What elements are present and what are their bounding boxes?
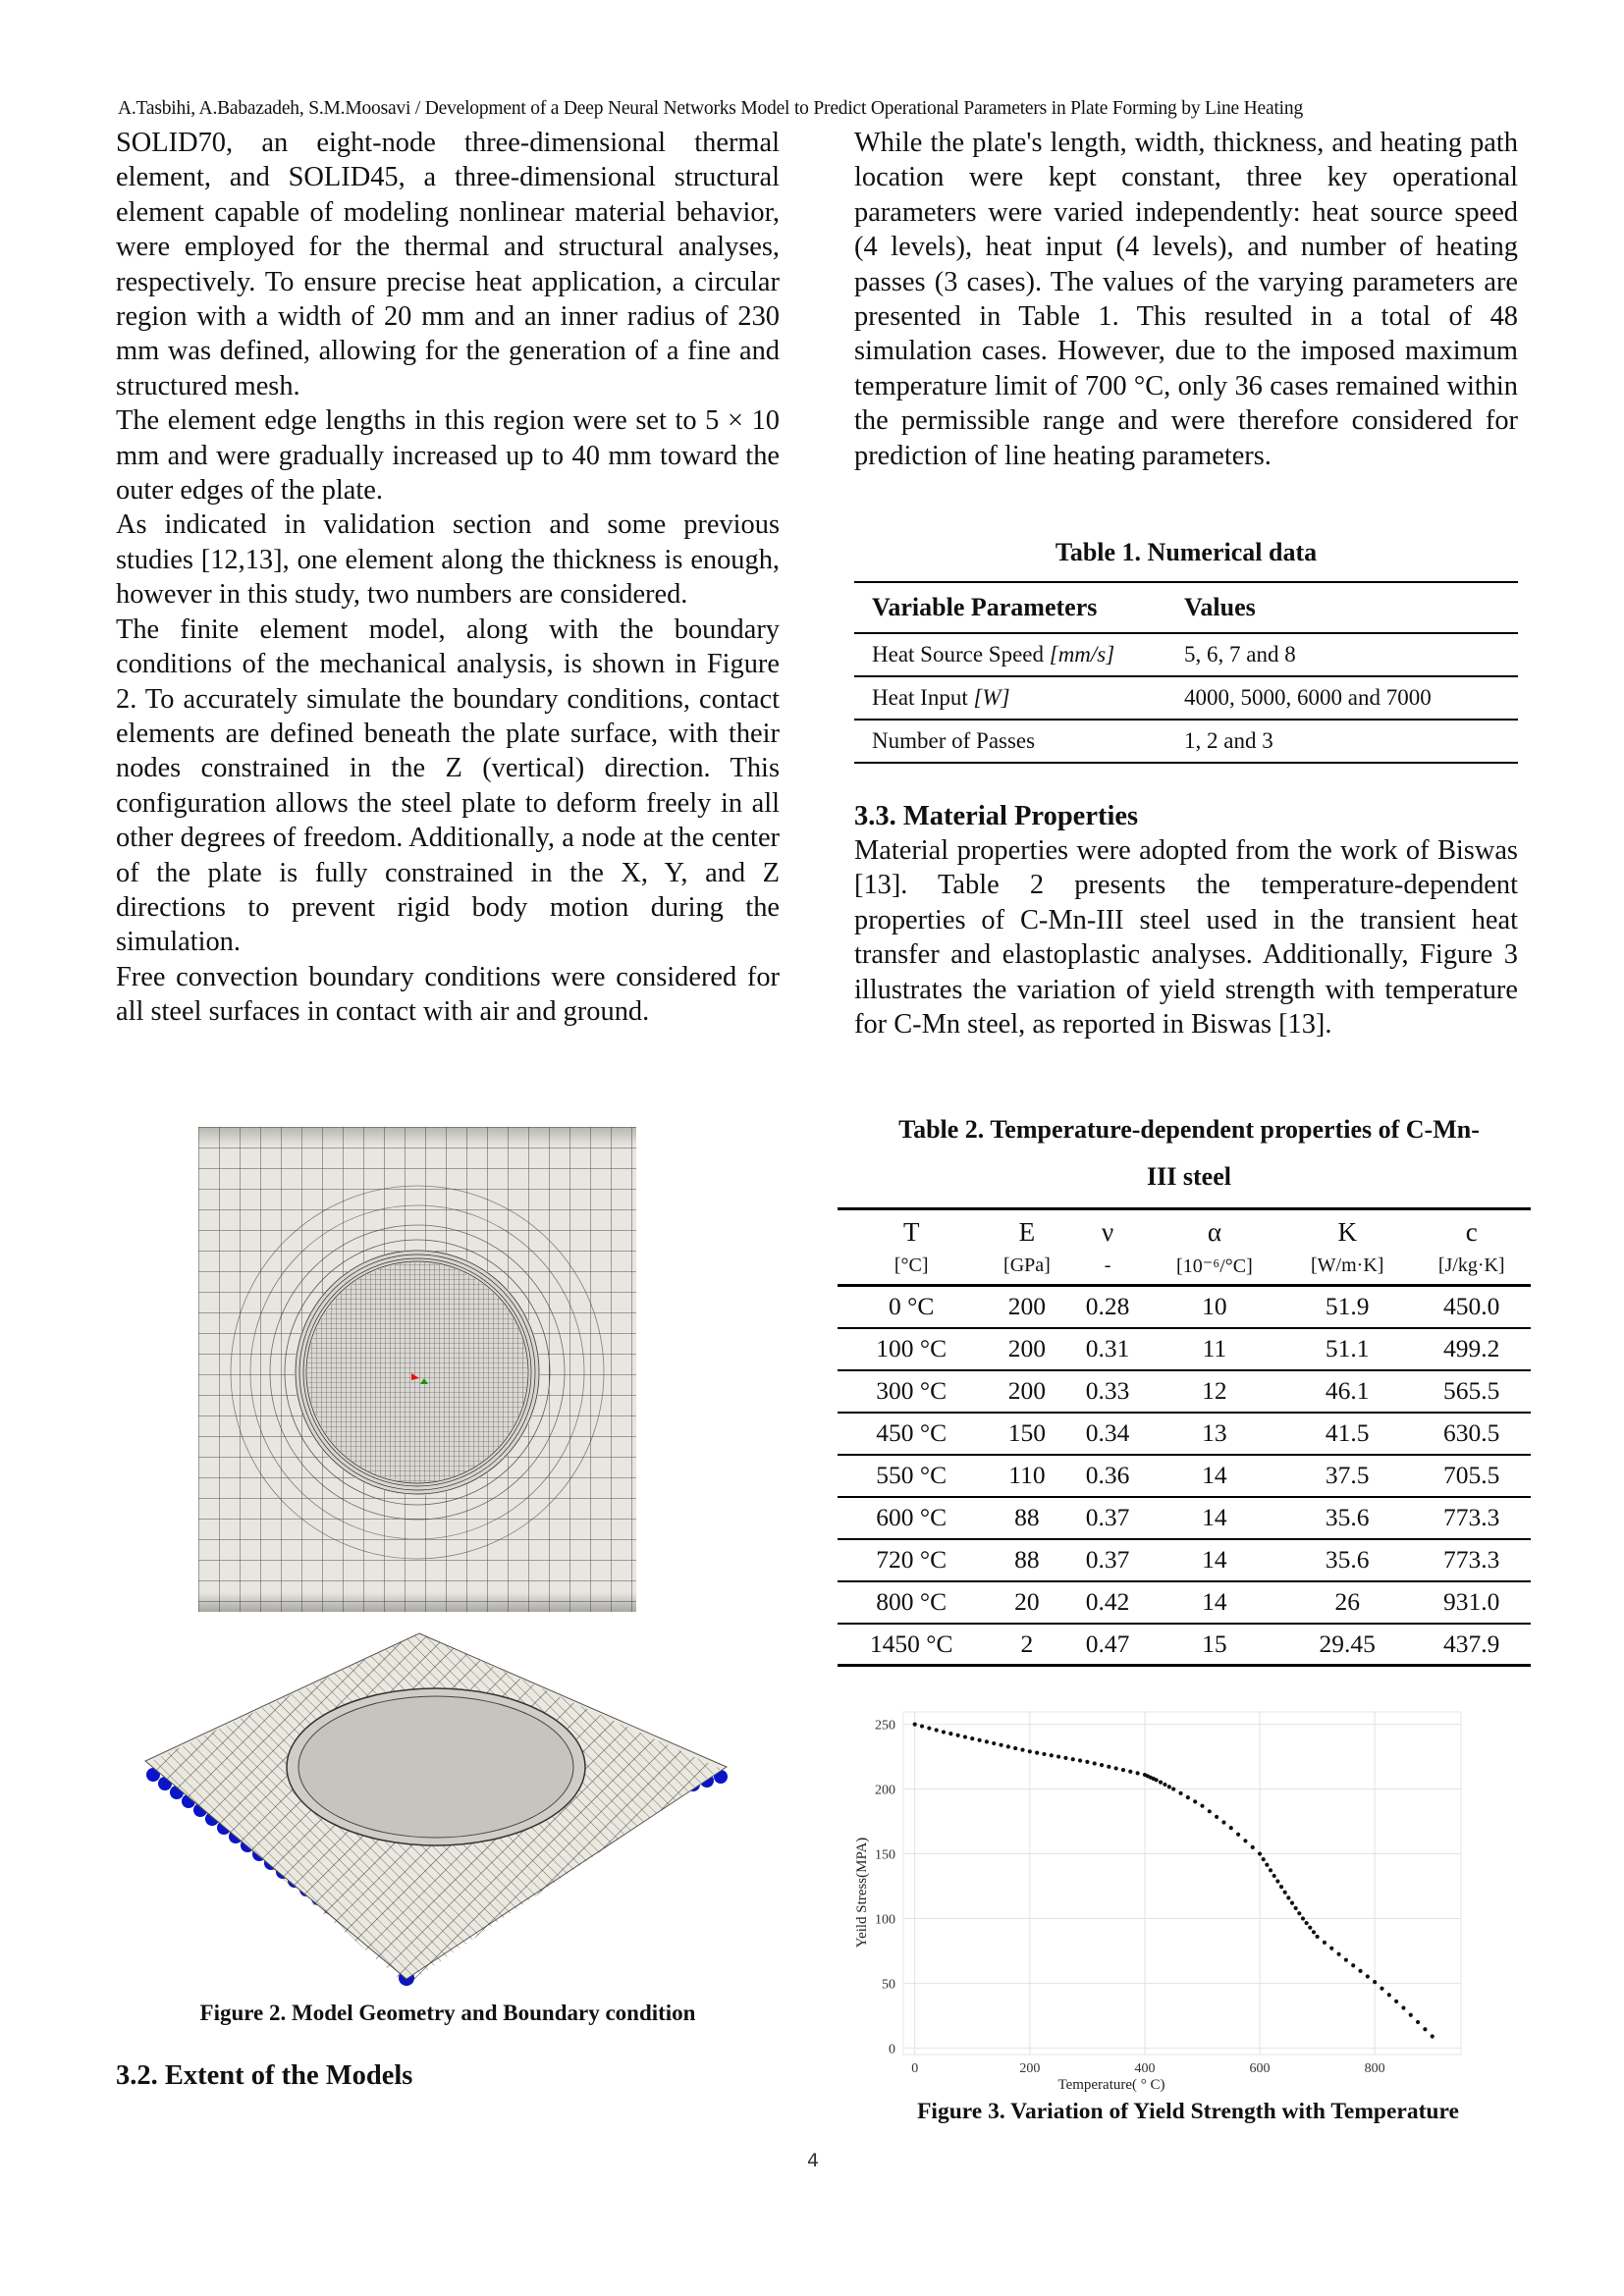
table-row xyxy=(854,633,1518,676)
table-cell: 37.5 xyxy=(1325,1461,1370,1489)
table-cell: 499.2 xyxy=(1443,1334,1500,1362)
table-cell: 11 xyxy=(1202,1334,1227,1362)
section-3-3 xyxy=(854,800,1518,1041)
table-row xyxy=(838,1328,1531,1370)
table-cell: Heat Input [W] xyxy=(872,685,1010,710)
table-cell: 35.6 xyxy=(1325,1503,1370,1531)
body-paragraph: As indicated in validation section and some previous studies [12,13], one element along the thickness is enough, however in this study, two numbers are considered. xyxy=(116,509,780,611)
table-row xyxy=(838,1581,1531,1624)
svg-text:250: 250 xyxy=(875,1718,895,1734)
column-header: Values xyxy=(1184,593,1256,621)
table-cell: 0.34 xyxy=(1085,1418,1130,1447)
table-cell: 1450 °C xyxy=(869,1629,953,1658)
unit-label: [GPa] xyxy=(1003,1255,1051,1277)
table-units-row xyxy=(838,1249,1531,1286)
table-cell: 12 xyxy=(1202,1376,1227,1405)
table-row xyxy=(838,1286,1531,1328)
body-paragraph: Free convection boundary conditions were considered for all steel surfaces in contact with air and ground. xyxy=(116,961,780,1028)
table-cell: 26 xyxy=(1334,1587,1360,1616)
chart-gridlines xyxy=(903,1712,1461,2055)
svg-text:600: 600 xyxy=(1249,2061,1271,2076)
table-cell: 0.31 xyxy=(1085,1334,1130,1362)
table-row xyxy=(838,1413,1531,1455)
y-axis-label: Yeild Stress(MPA) xyxy=(854,1837,870,1949)
right-column xyxy=(854,126,1518,473)
table-cell: 20 xyxy=(1014,1587,1040,1616)
column-header: α xyxy=(1207,1216,1221,1247)
table1-numerical-data xyxy=(854,581,1518,764)
column-header: T xyxy=(902,1216,920,1247)
table-row xyxy=(838,1455,1531,1497)
table-cell: 437.9 xyxy=(1443,1629,1500,1658)
table-cell: 931.0 xyxy=(1443,1587,1500,1616)
column-header: ν xyxy=(1101,1216,1114,1247)
table-cell: 200 xyxy=(1007,1292,1047,1321)
column-header: K xyxy=(1337,1216,1357,1247)
table-cell: 29.45 xyxy=(1319,1629,1376,1658)
table-cell: 2 xyxy=(1020,1629,1034,1658)
table2-caption xyxy=(842,1106,1536,1201)
svg-text:150: 150 xyxy=(875,1847,895,1863)
table-cell: 110 xyxy=(1008,1461,1046,1489)
table-row xyxy=(854,720,1518,763)
x-axis-label: Temperature( ° C) xyxy=(1057,2077,1165,2093)
body-paragraph: While the plate's length, width, thickness, and heating path location were kept constant, three key operational parameters were varied independently: heat source speed (4 levels), heat input (4 levels), and number of heating passes (3 cases). The values of the varying parameters are presented in Table 1. This resulted in a total of 48 simulation cases. However, due to the imposed maximum temperature limit of 700 °C, only 36 cases remained within the permissible range and were therefore considered for prediction of line heating parameters. xyxy=(854,128,1518,471)
table-cell: 35.6 xyxy=(1325,1545,1370,1574)
table-cell: 14 xyxy=(1202,1545,1227,1574)
table-cell: 0.42 xyxy=(1085,1587,1130,1616)
body-paragraph: The element edge lengths in this region were set to 5 × 10 mm and were gradually increased up to 40 mm toward the outer edges of the plate. xyxy=(116,405,780,507)
table-cell: 0 °C xyxy=(889,1292,935,1321)
table-cell: 0.33 xyxy=(1085,1376,1130,1405)
table-cell: 720 °C xyxy=(876,1545,947,1574)
table-cell: 51.1 xyxy=(1325,1334,1370,1362)
table-cell: 550 °C xyxy=(876,1461,947,1489)
table-cell: 41.5 xyxy=(1325,1418,1370,1447)
column-header: E xyxy=(1018,1216,1036,1247)
svg-text:400: 400 xyxy=(1134,2061,1156,2076)
section-heading-3-3: 3.3. Material Properties xyxy=(854,801,1139,831)
table-cell: 10 xyxy=(1202,1292,1227,1321)
unit-label: [10⁻⁶/°C] xyxy=(1176,1255,1253,1278)
running-header: A.Tasbihi, A.Babazadeh, S.M.Moosavi / Development of a Deep Neural Networks Model to Predict Operational Parameters in Plate Forming by Line Heating xyxy=(118,98,1303,119)
table-row xyxy=(838,1624,1531,1666)
svg-text:0: 0 xyxy=(911,2061,919,2076)
table-cell: 600 °C xyxy=(876,1503,947,1531)
section-heading-3-2: 3.2. Extent of the Models xyxy=(116,2060,413,2091)
page-number: 4 xyxy=(807,2150,820,2171)
table-cell: 565.5 xyxy=(1443,1376,1500,1405)
svg-text:800: 800 xyxy=(1364,2061,1385,2076)
table-cell: 773.3 xyxy=(1443,1503,1500,1531)
figure3-caption: Figure 3. Variation of Yield Strength with Temperature xyxy=(917,2099,1459,2124)
table-cell: Number of Passes xyxy=(872,728,1036,753)
table2-material-properties xyxy=(838,1207,1531,1667)
table-cell: 630.5 xyxy=(1443,1418,1500,1447)
table-cell: 705.5 xyxy=(1443,1461,1500,1489)
table-cell: 800 °C xyxy=(876,1587,947,1616)
unit-label: [W/m·K] xyxy=(1311,1255,1384,1277)
table-header-row xyxy=(854,582,1518,633)
table-cell: 51.9 xyxy=(1325,1292,1370,1321)
table-cell: 13 xyxy=(1202,1418,1227,1447)
table-cell: 300 °C xyxy=(876,1376,947,1405)
column-header: Variable Parameters xyxy=(872,593,1098,621)
table-cell: 450.0 xyxy=(1443,1292,1500,1321)
column-header: c xyxy=(1465,1216,1478,1247)
body-paragraph: Material properties were adopted from the work of Biswas [13]. Table 2 presents the temperature-dependent properties of C-Mn-III steel used in the transient heat transfer and elastoplastic analyses. Additionally, Figure 3 illustrates the variation of yield strength with temperature for C-Mn steel, as reported in Biswas [13]. xyxy=(854,835,1518,1041)
table-cell: 200 xyxy=(1007,1376,1047,1405)
left-column xyxy=(116,126,780,1030)
table-cell: 0.36 xyxy=(1085,1461,1130,1489)
table-cell: 200 xyxy=(1007,1334,1047,1362)
table-cell: Heat Source Speed [mm/s] xyxy=(872,642,1115,667)
unit-label: - xyxy=(1104,1255,1111,1277)
table-cell: 4000, 5000, 6000 and 7000 xyxy=(1184,685,1432,710)
table-cell: 88 xyxy=(1014,1545,1040,1574)
table-cell: 773.3 xyxy=(1443,1545,1500,1574)
table-cell: 5, 6, 7 and 8 xyxy=(1184,642,1296,667)
figure2-caption: Figure 2. Model Geometry and Boundary condition xyxy=(199,2001,696,2025)
table-cell: 46.1 xyxy=(1325,1376,1370,1405)
svg-text:50: 50 xyxy=(882,1977,895,1993)
figure3-yield-strength-chart xyxy=(846,1708,1475,2101)
table-row xyxy=(838,1497,1531,1539)
table-cell: 0.47 xyxy=(1085,1629,1130,1658)
svg-text:100: 100 xyxy=(875,1912,895,1928)
table-cell: 1, 2 and 3 xyxy=(1184,728,1273,753)
table1-caption: Table 1. Numerical data xyxy=(1055,538,1318,566)
figure2-top-view-mesh xyxy=(198,1127,636,1612)
table-cell: 150 xyxy=(1007,1418,1047,1447)
table-cell: 0.37 xyxy=(1085,1545,1130,1574)
table-cell: 88 xyxy=(1014,1503,1040,1531)
table-row xyxy=(854,676,1518,720)
table-cell: 450 °C xyxy=(876,1418,947,1447)
table-cell: 100 °C xyxy=(876,1334,947,1362)
svg-text:0: 0 xyxy=(889,2042,895,2057)
table-header-row xyxy=(838,1209,1531,1249)
table-cell: 14 xyxy=(1202,1461,1227,1489)
table-row xyxy=(838,1370,1531,1413)
table-cell: 15 xyxy=(1202,1629,1227,1658)
table2-caption-line: III steel xyxy=(1147,1162,1231,1191)
unit-label: [J/kg·K] xyxy=(1437,1255,1505,1277)
svg-text:200: 200 xyxy=(1019,2061,1041,2076)
figure2-isometric-mesh xyxy=(141,1629,731,1993)
svg-text:200: 200 xyxy=(875,1783,895,1798)
table-cell: 0.28 xyxy=(1085,1292,1130,1321)
table-cell: 14 xyxy=(1202,1587,1227,1616)
table-row xyxy=(838,1539,1531,1581)
unit-label: [°C] xyxy=(893,1255,929,1277)
body-paragraph: The finite element model, along with the boundary conditions of the mechanical analysis, is shown in Figure 2. To accurately simulate the boundary conditions, contact elements are defined beneath the plate surface, with their nodes constrained in the Z (vertical) direction. This configuration allows the steel plate to deform freely in all other degrees of freedom. Additionally, a node at the center of the plate is fully constrained in the X, Y, and Z directions to prevent rigid body motion during the simulation. xyxy=(116,614,780,958)
table-cell: 0.37 xyxy=(1085,1503,1130,1531)
body-paragraph: SOLID70, an eight-node three-dimensional thermal element, and SOLID45, a three-dimensional structural element capable of modeling nonlinear material behavior, were employed for the thermal and structural analyses, respectively. To ensure precise heat application, a circular region with a width of 20 mm and an inner radius of 230 mm was defined, allowing for the generation of a fine and structured mesh. xyxy=(116,128,780,401)
table2-caption-line: Table 2. Temperature-dependent properties of C-Mn- xyxy=(898,1115,1480,1144)
table-cell: 14 xyxy=(1202,1503,1227,1531)
